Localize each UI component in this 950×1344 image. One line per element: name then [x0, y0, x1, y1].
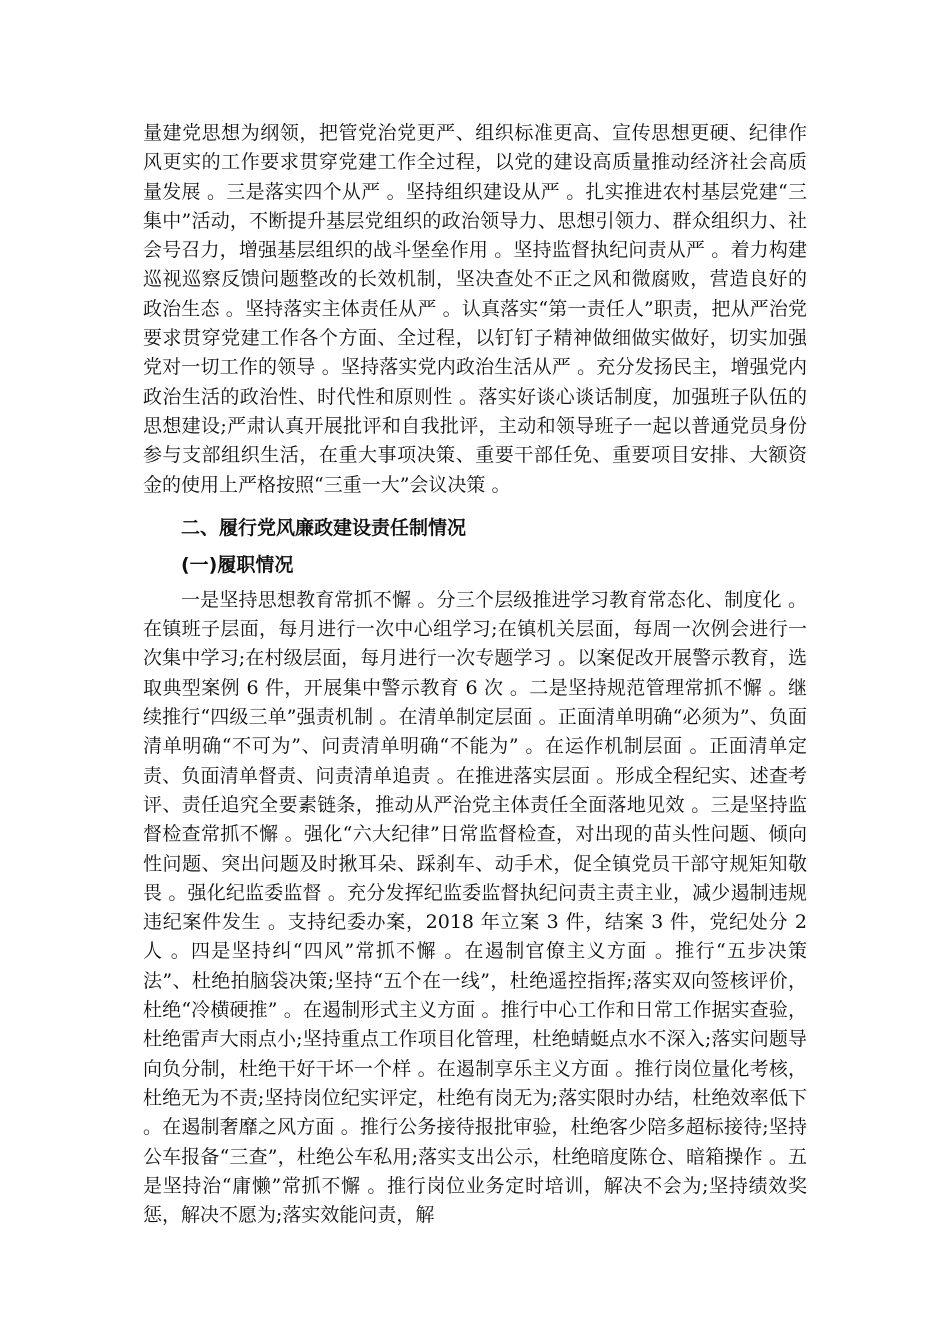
subsection-heading: (一)履职情况	[181, 553, 294, 576]
section-heading: 二、履行党风廉政建设责任制情况	[181, 516, 467, 539]
document-page	[143, 119, 807, 1230]
body-paragraph: 量建党思想为纲领，把管党治党更严、组织标准更高、宣传思想更硬、纪律作风更实的工作要求贯穿党建工作全过程，以党的建设高质量推动经济社会高质量发展 。三是落实四个从严 。坚持组织建设从严 。扎实推进农村基层党建“三集中”活动，不断提升基层党组织的政治领导力、思想引领力、群众组织力、社会号召力，增强基层组织的战斗堡垒作用 。坚持监督执纪问责从严 。着力构建巡视巡察反馈问题整改的长效机制，坚决查处不正之风和微腐败，营造良好的政治生态 。坚持落实主体责任从严 。认真落实“第一责任人”职责，把从严治党要求贯穿党建工作各个方面、全过程，以钉钉子精神做细做实做好，切实加强党对一切工作的领导 。坚持落实党内政治生活从严 。充分发扬民主，增强党内政治生活的政治性、时代性和原则性 。落实好谈心谈话制度，加强班子队伍的思想建设;严肃认真开展批评和自我批评，主动和领导班子一起以普通党员身份参与支部组织生活，在重大事项决策、重要干部任免、重要项目安排、大额资金的使用上严格按照“三重一大”会议决策 。	[143, 122, 807, 496]
body-paragraph: 一是坚持思想教育常抓不懈 。分三个层级推进学习教育常态化、制度化 。在镇班子层面，每月进行一次中心组学习;在镇机关层面，每周一次例会进行一次集中学习;在村级层面，每月进行一次专题学习 。以案促改开展警示教育，选取典型案例 6 件，开展集中警示教育 6 次 。二是坚持规范管理常抓不懈 。继续推行“四级三单”强责机制 。在清单制定层面 。正面清单明确“必须为”、负面清单明确“不可为”、问责清单明确“不能为” 。在运作机制层面 。正面清单定责、负面清单督责、问责清单追责 。在推进落实层面 。形成全程纪实、述查考评、责任追究全要素链条，推动从严治党主体责任全面落地见效 。三是坚持监督检查常抓不懈 。强化“六大纪律”日常监督检查，对出现的苗头性问题、倾向性问题、突出问题及时揪耳朵、踩刹车、动手术，促全镇党员干部守规矩知敬畏 。强化纪监委监督 。充分发挥纪监委监督执纪问责主责主业，减少遏制违规违纪案件发生 。支持纪委办案，2018 年立案 3 件，结案 3 件，党纪处分 2 人 。四是坚持纠“四风”常抓不懈 。在遏制官僚主义方面 。推行“五步决策法”、杜绝拍脑袋决策;坚持“五个在一线”，杜绝遥控指挥;落实双向签核评价，杜绝“冷横硬推” 。在遏制形式主义方面 。推行中心工作和日常工作据实查验，杜绝雷声大雨点小;坚持重点工作项目化管理，杜绝蜻蜓点水不深入;落实问题导向负分制，杜绝干好干坏一个样 。在遏制享乐主义方面 。推行岗位量化考核，杜绝无为不责;坚持岗位纪实评定，杜绝有岗无为;落实限时办结，杜绝效率低下 。在遏制奢靡之风方面 。推行公务接待报批审验，杜绝客少陪多超标接待;坚持公车报备“三查”，杜绝公车私用;落实支出公示，杜绝暗度陈仓、暗箱操作 。五是坚持治“庸懒”常抓不懈 。推行岗位业务定时培训，解决不会为;坚持绩效奖惩，解决不愿为;落实效能问责，解	[143, 588, 807, 1227]
